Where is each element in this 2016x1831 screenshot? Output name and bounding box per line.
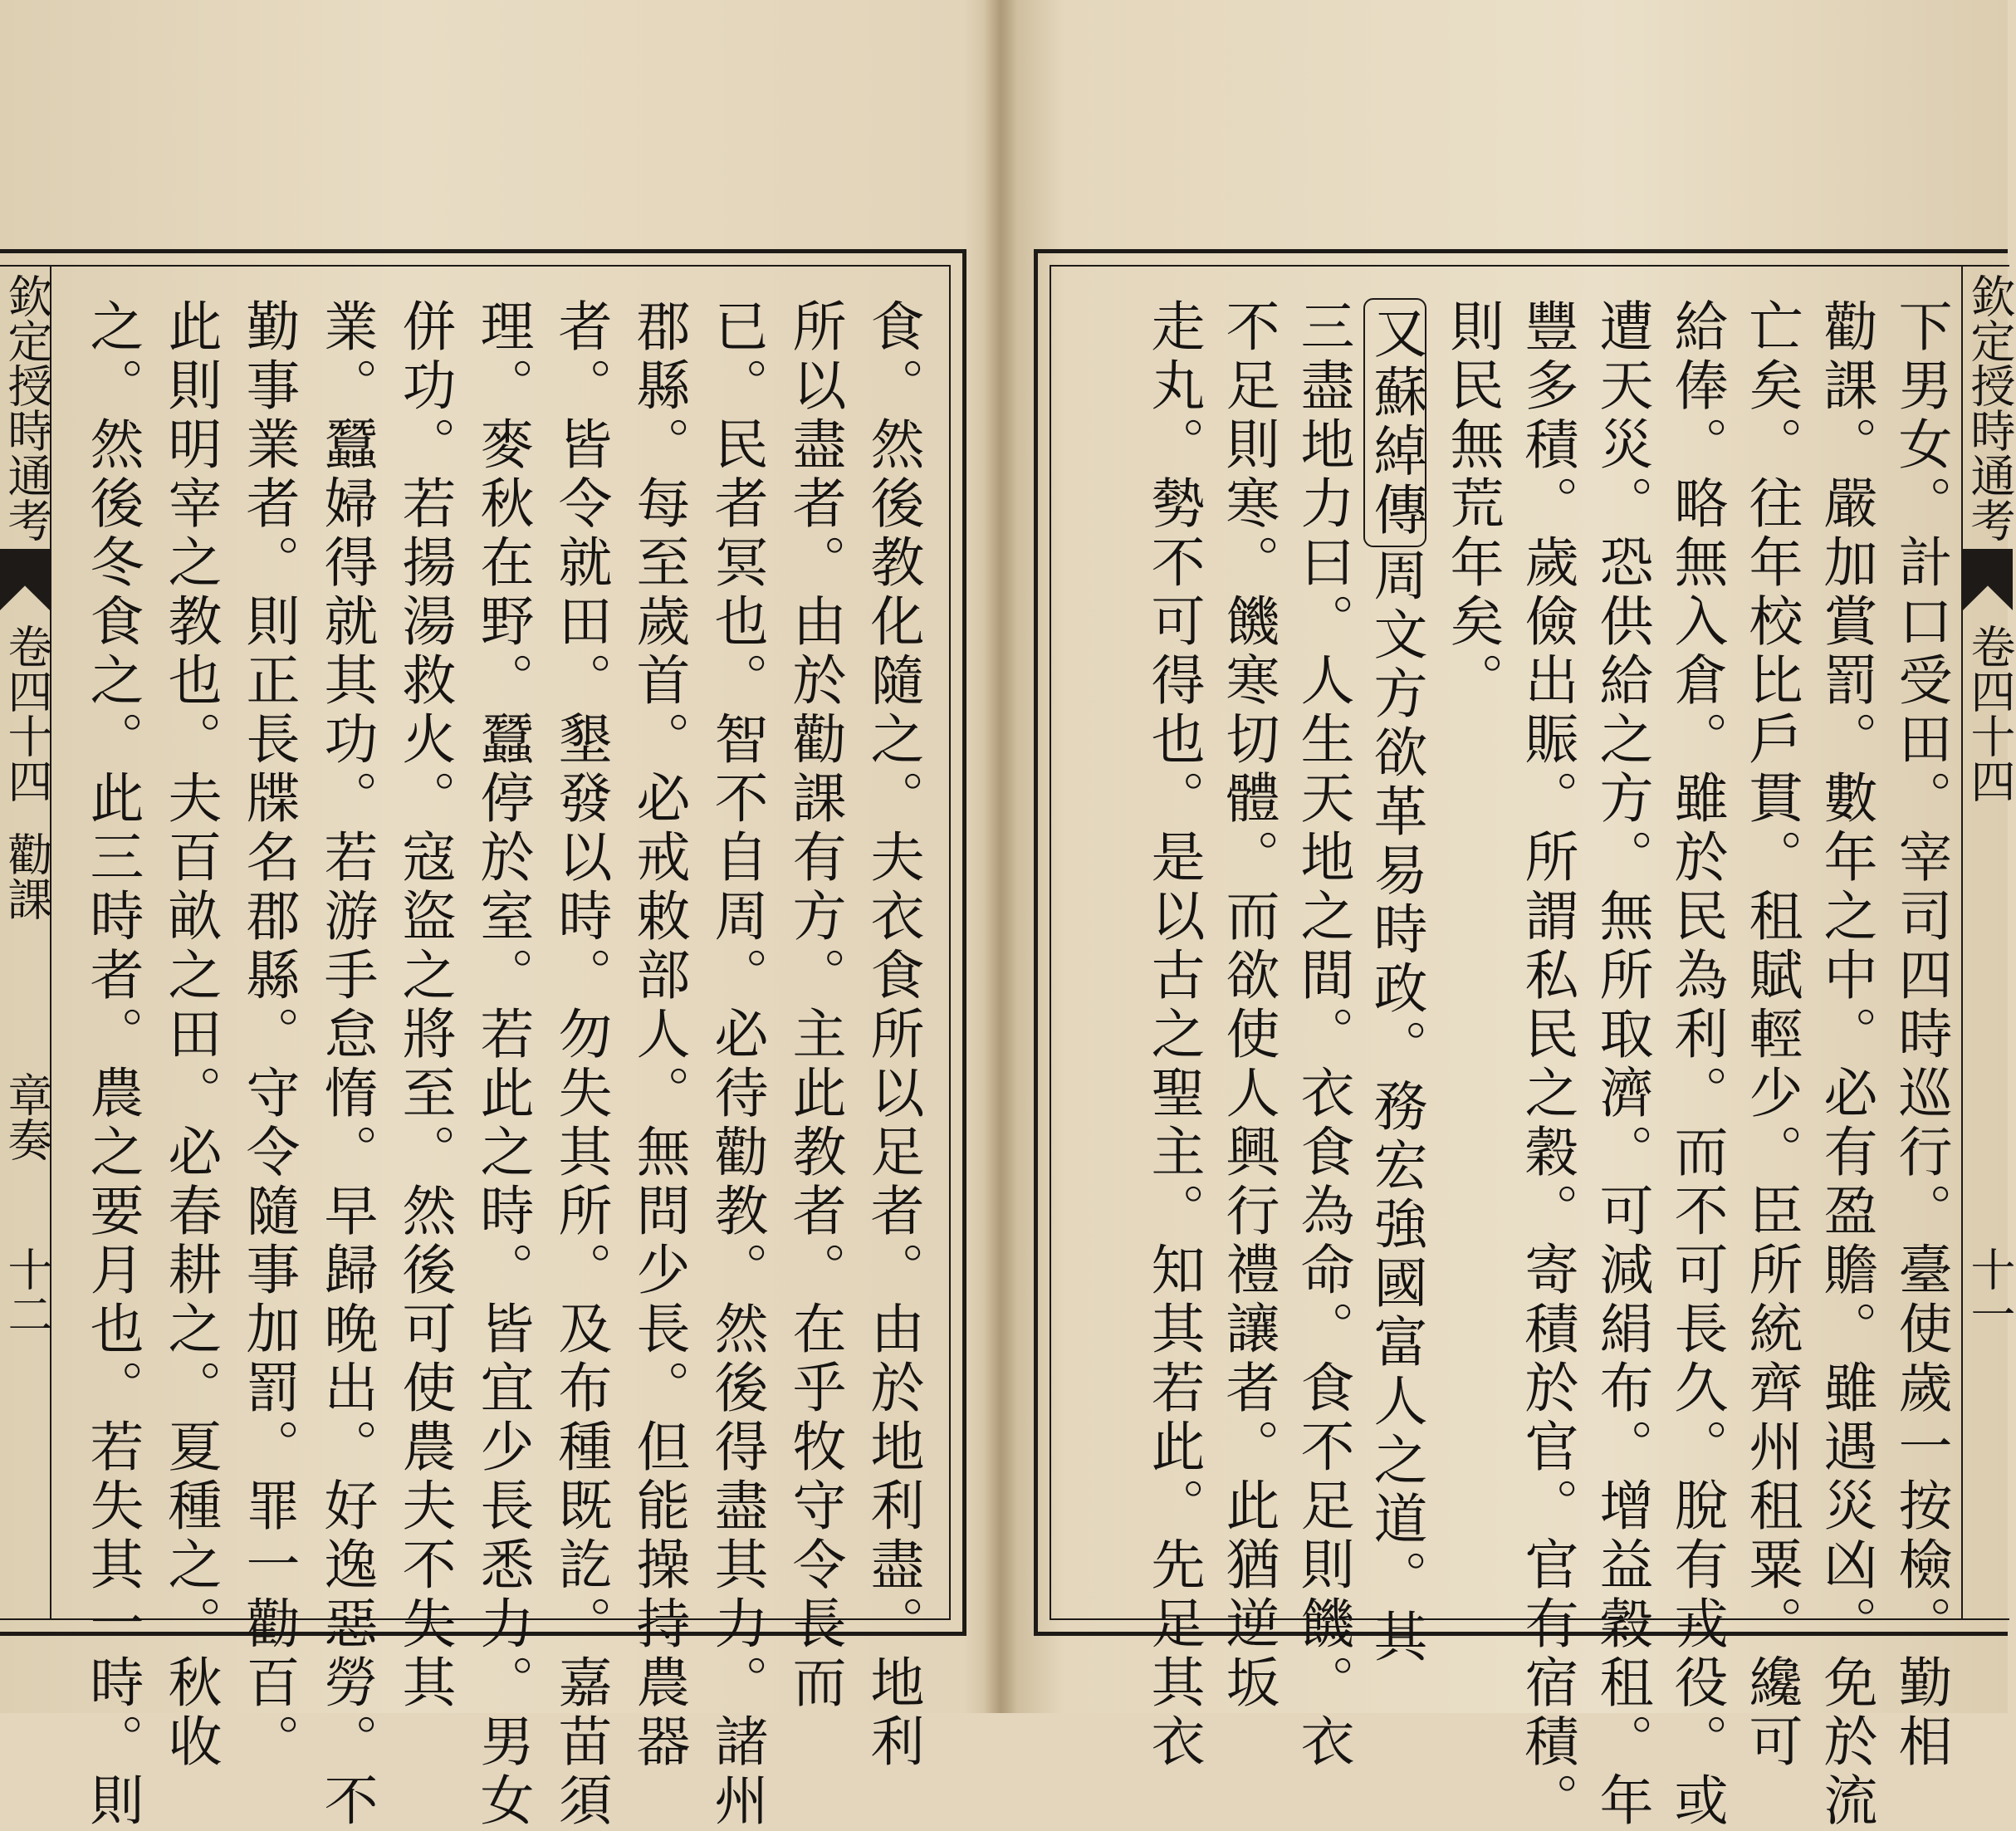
fishtail-mark — [1963, 549, 2013, 610]
left-text-column: 已。民者冥也。智不自周。必待勸教。然後得盡其力。諸州 — [705, 298, 767, 1831]
right-text-column: 遭天災。恐供給之方。無所取濟。可減絹布。增益穀租。年 — [1590, 298, 1652, 1831]
right-text-column: 亡矣。往年校比戶貫。租賦輕少。臣所統齊州租粟。纔可 — [1740, 298, 1802, 1772]
left-text-column: 勤事業者。則正長牒名郡縣。守令隨事加罰。罪一勸百。 — [237, 298, 299, 1772]
right-text-column: 下男女。計口受田。宰司四時巡行。臺使歲一按檢。勤相 — [1889, 298, 1951, 1772]
left-page-margin — [0, 267, 51, 1618]
right-text-column-with-note — [1364, 298, 1426, 1667]
right-text-column: 不足則寒。饑寒切體。而欲使人興行禮讓者。此猶逆坂 — [1216, 298, 1279, 1713]
left-margin-book-title: 欽定授時通考 — [1, 273, 53, 542]
left-text-column: 此則明宰之教也。夫百畝之田。必春耕之。夏種之。秋收 — [159, 298, 221, 1772]
right-text-column: 則民無荒年矣。 — [1441, 298, 1503, 711]
right-text-column: 三盡地力曰。人生天地之間。衣食為命。食不足則饑。衣 — [1291, 298, 1353, 1772]
right-text-column: 豐多積。歲儉出賑。所謂私民之穀。寄積於官。官有宿積。 — [1515, 298, 1578, 1831]
right-text-column: 勸課。嚴加賞罰。數年之中。必有盈贍。雖遇災凶。免於流 — [1814, 298, 1877, 1831]
left-page-text-frame — [0, 265, 951, 1831]
left-text-column: 之。然後冬食之。此三時者。農之要月也。若失其一時。則 — [81, 298, 143, 1831]
right-text-column-continuation: 周文方欲革易時政。務宏強國富人之道。其 — [1364, 547, 1426, 1667]
right-text-column: 給俸。略無入倉。雖於民為利。而不可長久。脫有戎役。或 — [1665, 298, 1727, 1831]
left-margin-volume: 卷四十四 — [1, 624, 53, 803]
right-page-text-frame — [1050, 265, 2016, 1831]
left-margin-section: 勸課 — [1, 831, 53, 921]
book-gutter — [984, 0, 1017, 1713]
right-margin-volume: 卷四十四 — [1964, 624, 2016, 803]
left-text-column: 業。蠶婦得就其功。若游手怠惰。早歸晚出。好逸惡勞。不 — [315, 298, 377, 1831]
left-page — [0, 249, 966, 1831]
left-text-column: 理。麥秋在野。蠶停於室。若此之時。皆宜少長悉力。男女 — [471, 298, 533, 1831]
left-text-column: 所以盡者。由於勸課有方。主此教者。在乎牧守令長而 — [783, 298, 845, 1713]
right-margin-book-title: 欽定授時通考 — [1964, 273, 2016, 542]
left-margin-folio: 十二 — [1, 1246, 53, 1336]
left-text-column: 郡縣。每至歲首。必戒敕部人。無問少長。但能操持農器 — [627, 298, 689, 1772]
source-citation-box: 又蘇綽傳 — [1363, 298, 1426, 547]
right-margin-folio: 十一 — [1964, 1246, 2016, 1336]
left-text-column: 併功。若揚湯救火。寇盜之將至。然後可使農夫不失其 — [393, 298, 455, 1713]
right-page — [1034, 249, 2016, 1831]
right-text-column: 走丸。勢不可得也。是以古之聖主。知其若此。先足其衣 — [1142, 298, 1204, 1772]
left-margin-author: 章奏 — [1, 1072, 53, 1162]
left-text-column: 者。皆令就田。墾發以時。勿失其所。及布種既訖。嘉苗須 — [549, 298, 611, 1831]
left-text-column: 食。然後教化隨之。夫衣食所以足者。由於地利盡。地利 — [861, 298, 923, 1772]
right-page-margin — [1961, 267, 2014, 1618]
fishtail-mark — [0, 549, 50, 610]
